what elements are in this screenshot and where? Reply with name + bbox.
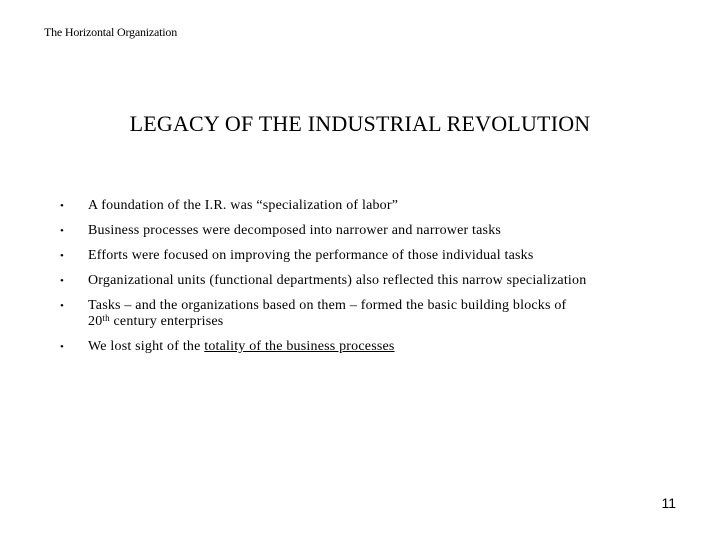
bullet-list xyxy=(56,198,696,364)
bullet-text-line1: Tasks – and the organizations based on them – formed the basic building blocks of xyxy=(88,298,567,313)
bullet-marker: • xyxy=(60,275,65,287)
page-number: 11 xyxy=(661,495,676,511)
bullet-marker: • xyxy=(60,250,65,262)
bullet-marker: • xyxy=(60,341,65,353)
bullet-text-plain: We lost sight of the xyxy=(88,339,205,354)
bullet-text: Business processes were decomposed into narrower and narrower tasks xyxy=(88,223,502,238)
ordinal-suffix: th xyxy=(102,313,110,323)
header-label: The Horizontal Organization xyxy=(44,25,177,39)
bullet-text: Efforts were focused on improving the performance of those individual tasks xyxy=(88,248,534,263)
underlined-phrase: totality of the business processes xyxy=(204,339,395,354)
bullet-text xyxy=(88,298,566,329)
bullet-marker: • xyxy=(60,200,65,212)
bullet-item xyxy=(56,198,696,214)
bullet-text: A foundation of the I.R. was “specialization of labor” xyxy=(88,198,399,213)
bullet-text-line2: century enterprises xyxy=(113,314,224,329)
bullet-marker: • xyxy=(60,300,65,312)
bullet-item xyxy=(56,339,696,355)
bullet-item xyxy=(56,273,696,289)
bullet-item xyxy=(56,248,696,264)
bullet-item xyxy=(56,223,696,239)
bullet-text: Organizational units (functional departments) also reflected this narrow specialization xyxy=(88,273,587,288)
slide-title: LEGACY OF THE INDUSTRIAL REVOLUTION xyxy=(129,111,591,136)
bullet-item xyxy=(56,298,696,330)
bullet-marker: • xyxy=(60,225,65,237)
bullet-text xyxy=(88,339,395,354)
ordinal-number: 20 xyxy=(88,314,103,329)
